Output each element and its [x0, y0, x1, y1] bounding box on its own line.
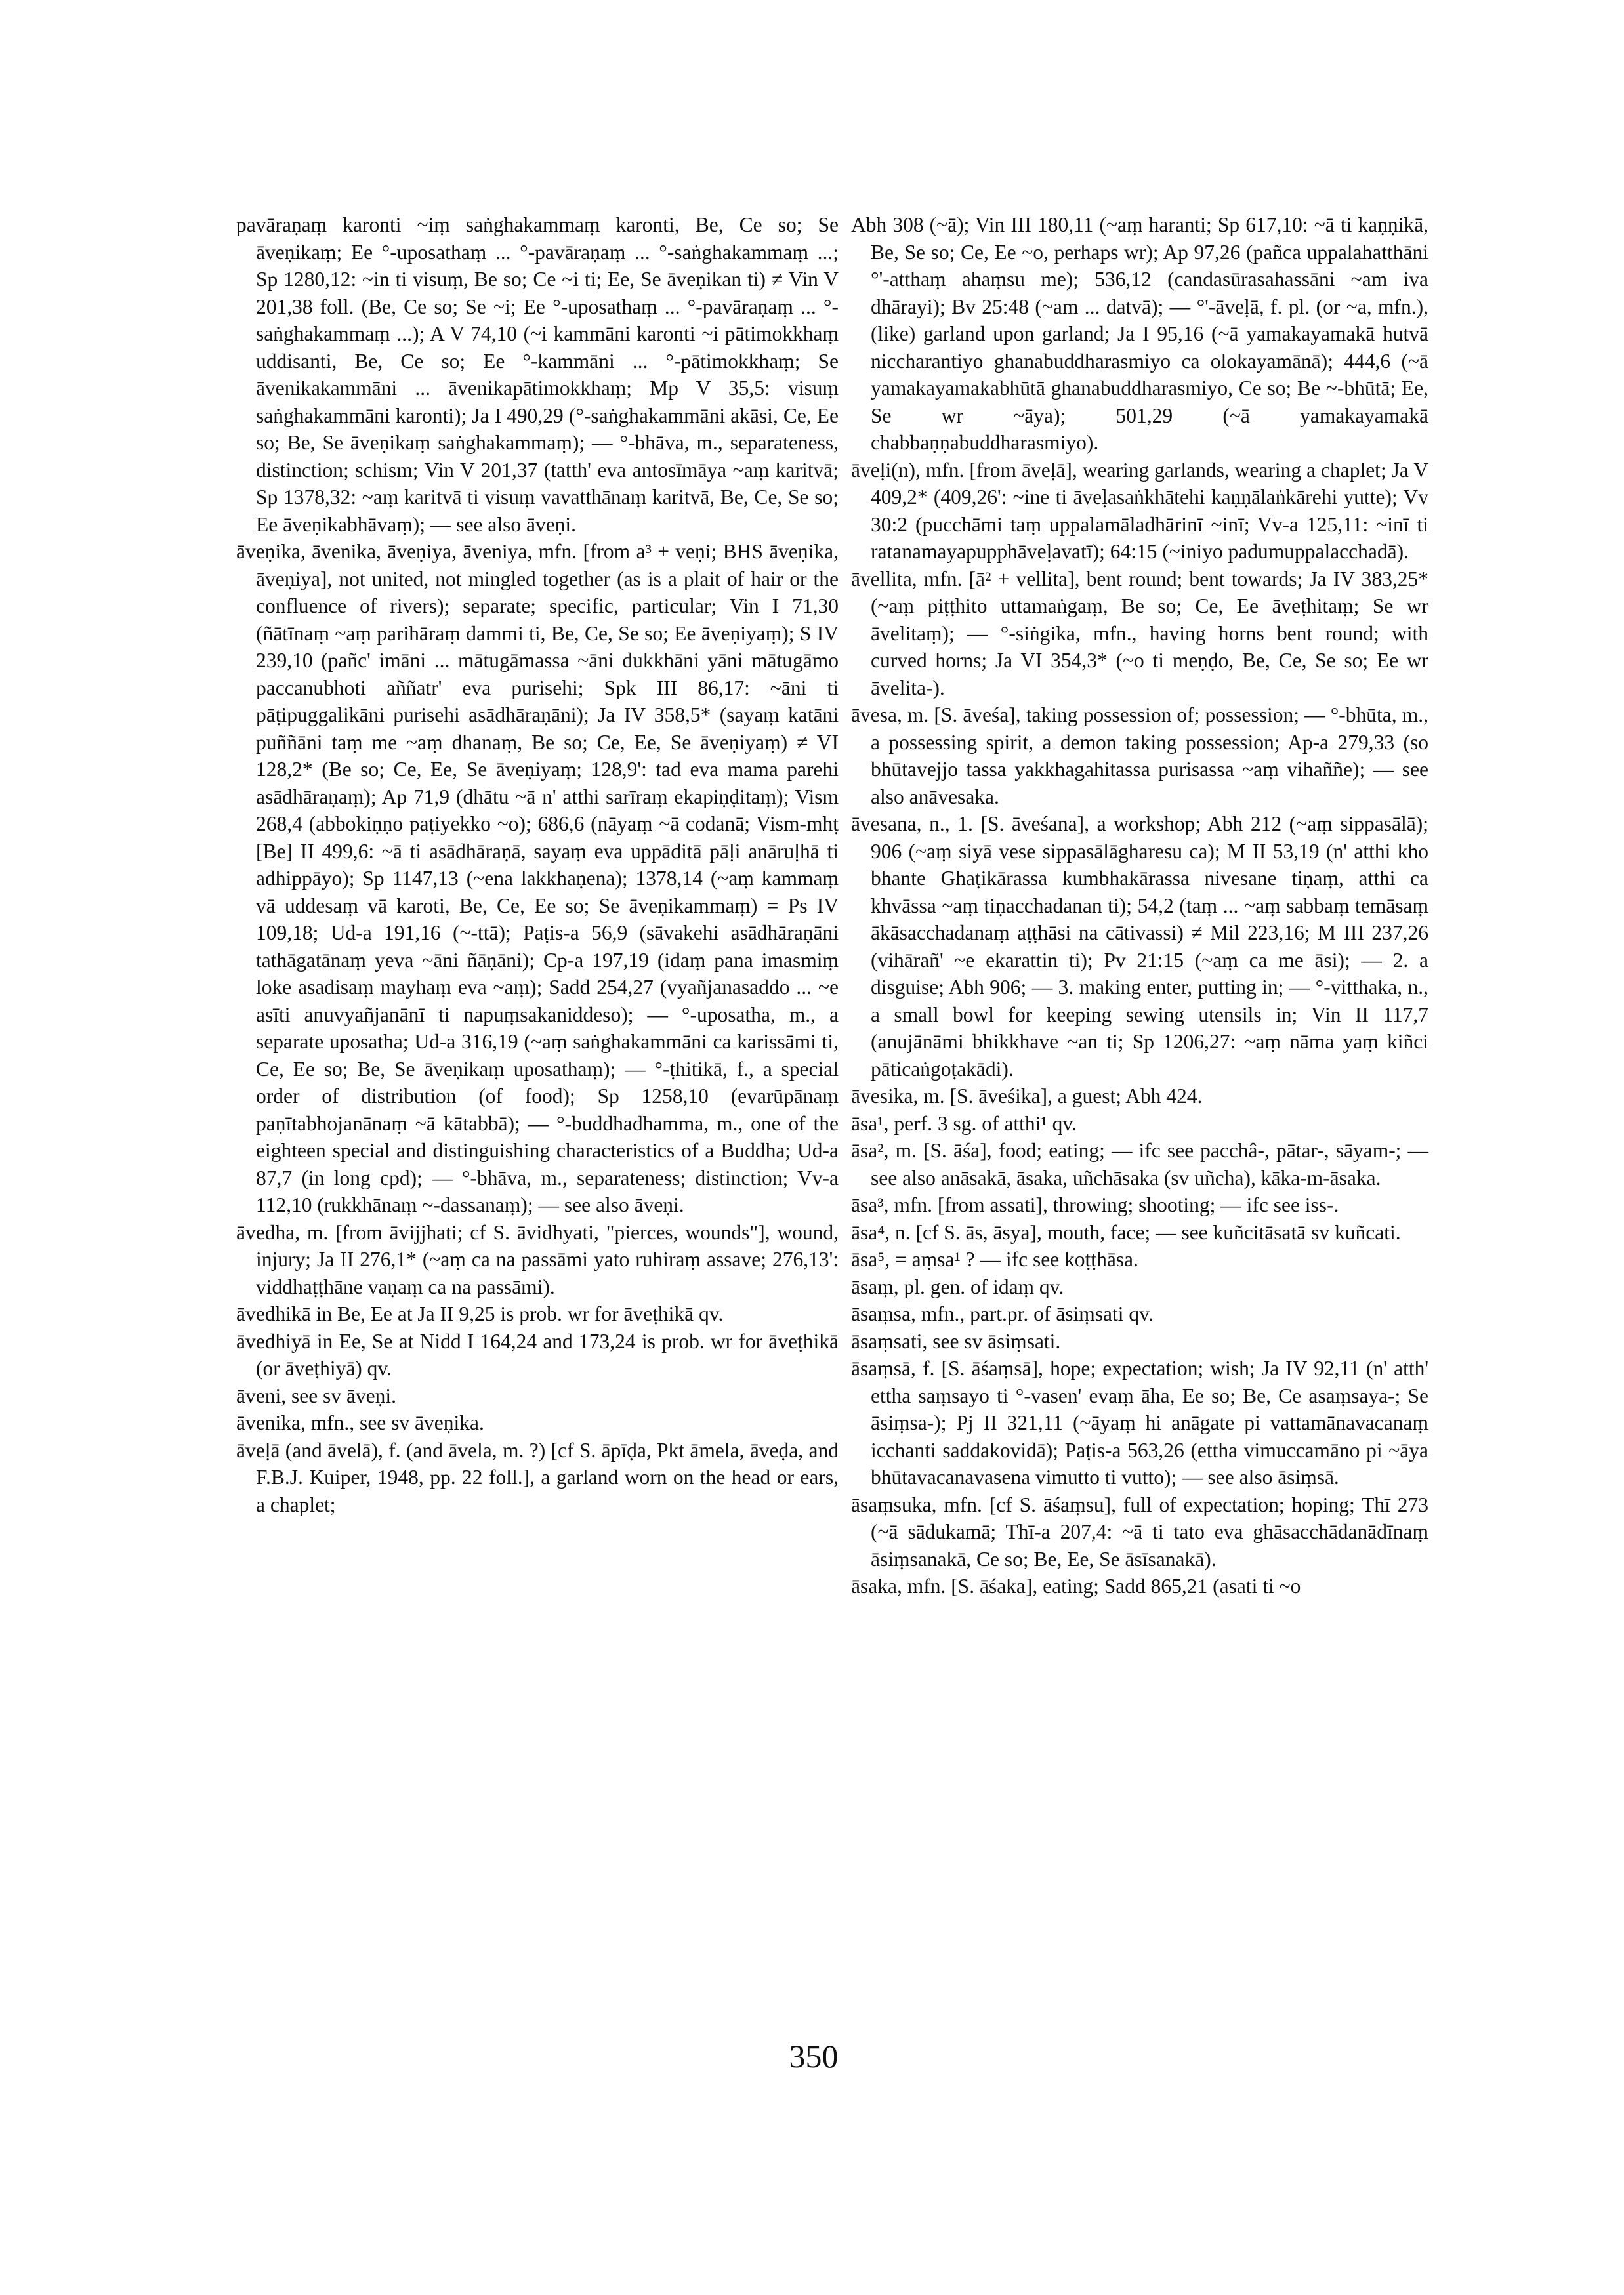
- entry: pavāraṇaṃ karonti ~iṃ saṅghakammaṃ karonti, Be, Ce so; Se āveṇikaṃ; Ee °-uposathaṃ ... °-pavāraṇaṃ ... °-saṅghakammaṃ ...; Sp 1280,12: ~in ti visuṃ, Be so; Ce ~i ti; Ee, Se āveṇikan ti) ≠ Vin V 201,38 foll. (Be, Ce so; Se ~i; Ee °-uposathaṃ ... °-pavāraṇaṃ ... °-saṅghakammaṃ ...); A V 74,10 (~i kammāni karonti ~i pātimokkhaṃ uddisanti, Be, Ce so; Ee °-kammāni ... °-pātimokkhaṃ; Se āvenikakammāni ... āvenikapātimokkhaṃ; Mp V 35,5: visuṃ saṅghakammāni karonti); Ja I 490,29 (°-saṅghakammāni akāsi, Ce, Ee so; Be, Se āveṇikaṃ saṅghakammaṃ); — °-bhāva, m., separateness, distinction; schism; Vin V 201,37 (tatth' eva antosīmāya ~aṃ karitvā; Sp 1378,32: ~aṃ karitvā ti visuṃ vavatthānaṃ karitvā, Be, Ce, Se so; Ee āveṇikabhāvaṃ); — see also āveṇi.: [236, 213, 839, 536]
- entry: āveḷā (and āvelā), f. (and āvela, m. ?) [cf S. āpīḍa, Pkt āmela, āveḍa, and F.B.J. Kuiper, 1948, pp. 22 foll.], a garland worn on the head or ears, a chaplet;: [236, 1438, 839, 1516]
- entry: āvesana, n., 1. [S. āveśana], a workshop; Abh 212 (~aṃ sippasālā); 906 (~aṃ siyā vese sippasālāgharesu ca); M II 53,19 (n' atthi kho bhante Ghaṭikārassa kumbhakārassa nivesane tiṇaṃ, atthi ca khvāssa ~aṃ tiṇacchadanan ti); 54,2 (taṃ ... ~aṃ sabbaṃ temāsaṃ ākāsacchadanaṃ aṭṭhāsi na cātivassi) ≠ Mil 223,16; M III 237,26 (vihārañ' ~e ekarattin ti); Pv 21:15 (~aṃ ca me āsi); — 2. a disguise; Abh 906; — 3. making enter, putting in; — °-vitthaka, n., a small bowl for keeping sewing utensils in; Vin II 117,7 (anujānāmi bhikkhave ~an ti; Sp 1206,27: ~aṃ nāma yaṃ kiñci pāticaṅgoṭakādi).: [851, 812, 1428, 1081]
- entry: āvedha, m. [from āvijjhati; cf S. āvidhyati, "pierces, wounds"], wound, injury; Ja II 276,1* (~aṃ ca na passāmi yato ruhiraṃ assave; 276,13': viddhaṭṭhāne vaṇaṃ ca na passāmi).: [236, 1220, 839, 1298]
- entry: āvenika, mfn., see sv āveṇika.: [236, 1411, 484, 1434]
- entry: āsaka, mfn. [S. āśaka], eating; Sadd 865,21 (asati ti ~o: [851, 1575, 1301, 1598]
- entry: āvesa, m. [S. āveśa], taking possession of; possession; — °-bhūta, m., a possessing spirit, a demon taking possession; Ap-a 279,33 (so bhūtavejjo tassa yakkhagahitassa purisassa ~aṃ vihaññe); — see also anāvesaka.: [851, 703, 1428, 808]
- entry: āveni, see sv āveṇi.: [236, 1384, 397, 1407]
- entry: āsaṃsati, see sv āsiṃsati.: [851, 1329, 1061, 1353]
- entry: Abh 308 (~ā); Vin III 180,11 (~aṃ haranti; Sp 617,10: ~ā ti kaṇṇikā, Be, Se so; Ce, Ee ~o, perhaps wr); Ap 97,26 (pañca uppalahatthāni °'-atthaṃ ahaṃsu me); 536,12 (candasūrasahassāni ~am iva dhārayi); Bv 25:48 (~am ... datvā); — °'-āveḷā, f. pl. (or ~a, mfn.), (like) garland upon garland; Ja I 95,16 (~ā yamakayamakā hutvā niccharantiyo ghanabuddharasmiyo ca olokayamānā); 444,6 (~ā yamakayamakabhūtā ghanabuddharasmiyo, Ce so; Be ~-bhūtā; Ee, Se wr ~āya); 501,29 (~ā yamakayamakā chabbaṇṇabuddharasmiyo).: [851, 213, 1428, 454]
- entry: āvedhiyā in Ee, Se at Nidd I 164,24 and 173,24 is prob. wr for āveṭhikā (or āveṭhiyā) qv.: [236, 1329, 839, 1380]
- entry: āsa³, mfn. [from assati], throwing; shooting; — ifc see iss-.: [851, 1193, 1339, 1216]
- entry: āvedhikā in Be, Ee at Ja II 9,25 is prob. wr for āveṭhikā qv.: [236, 1302, 724, 1325]
- entry: āsaṃ, pl. gen. of idaṃ qv.: [851, 1275, 1064, 1298]
- entry: āveṇika, āvenika, āveṇiya, āveniya, mfn. [from a³ + veṇi; BHS āveṇika, āveṇiya], not united, not mingled together (as is a plait of hair or the confluence of rivers); separate; specific, particular; Vin I 71,30 (ñātīnaṃ ~aṃ parihāraṃ dammi ti, Be, Ce, Se so; Ee āveṇiyaṃ); S IV 239,10 (pañc' imāni ... mātugāmassa ~āni dukkhāni yāni mātugāmo paccanubhoti aññatr' eva purisehi; Spk III 86,17: ~āni ti pāṭipuggalikāni purisehi asādhāraṇāni); Ja IV 358,5* (sayaṃ katāni puññāni taṃ me ~aṃ dhanaṃ, Be so; Ce, Ee, Se āveṇiyaṃ) ≠ VI 128,2* (Be so; Ce, Ee, Se āveṇiyaṃ; 128,9': tad eva mama parehi asādhāraṇaṃ); Ap 71,9 (dhātu ~ā n' atthi sarīraṃ ekapiṇḍitaṃ); Vism 268,4 (abbokiṇṇo paṭiyekko ~o); 686,6 (nāyaṃ ~ā codanā; Vism-mhṭ [Be] II 499,6: ~ā ti asādhāraṇā, sayaṃ eva uppāditā pāḷi anāruḷhā ti adhippāyo); Sp 1147,13 (~ena lakkhaṇena); 1378,14 (~aṃ kammaṃ vā uddesaṃ vā karoti, Be, Ce, Ee so; Se āveṇikammaṃ) = Ps IV 109,18; Ud-a 191,16 (~-ttā); Paṭis-a 56,9 (sāvakehi asādhāraṇāni tathāgatānaṃ yeva ~āni ñāṇāni); Cp-a 197,19 (idaṃ pana imasmiṃ loke asadisaṃ mayhaṃ eva ~aṃ); Sadd 254,27 (vyañjanasaddo ... ~e asīti anuvyañjanānī ti napuṃsakaniddeso); — °-uposatha, m., a separate uposatha; Ud-a 316,19 (~aṃ saṅghakammāni ca karissāmi ti, Ce, Ee so; Be, Se āveṇikaṃ uposathaṃ); — °-ṭhitikā, f., a special order of distribution (of food); Sp 1258,10 (evarūpānaṃ paṇītabhojanānaṃ ~ā kātabbā); — °-buddhadhamma, m., one of the eighteen special and distinguishing characteristics of a Buddha; Ud-a 87,7 (in long cpd); — °-bhāva, m., separateness; distinction; Vv-a 112,10 (rukkhānaṃ ~-dassanaṃ); — see also āveṇi.: [236, 540, 839, 1216]
- left-column: [236, 211, 839, 1518]
- entry: āvellita, mfn. [ā² + vellita], bent round; bent towards; Ja IV 383,25* (~aṃ piṭṭhito uttamaṅgaṃ, Be so; Ce, Ee āveṭhitaṃ; Se wr āvelitaṃ); — °-siṅgika, mfn., having horns bent round; with curved horns; Ja VI 354,3* (~o ti meṇḍo, Be, Ce, Se so; Ee wr āvelita-).: [851, 567, 1428, 699]
- entry: āsa⁴, n. [cf S. ās, āsya], mouth, face; — see kuñcitāsatā sv kuñcati.: [851, 1220, 1401, 1244]
- right-column: [851, 211, 1428, 1600]
- entry: āsaṃsa, mfn., part.pr. of āsiṃsati qv.: [851, 1302, 1154, 1325]
- entry: āsa², m. [S. āśa], food; eating; — ifc see pacchâ-, pātar-, sāyam-; — see also anāsakā, āsaka, uñchāsaka (sv uñcha), kāka-m-āsaka.: [851, 1139, 1428, 1189]
- page-number: 350: [789, 2038, 839, 2075]
- entry: āvesika, m. [S. āveśika], a guest; Abh 424.: [851, 1085, 1203, 1107]
- entry: āsa¹, perf. 3 sg. of atthi¹ qv.: [851, 1111, 1077, 1135]
- entry: āsaṃsā, f. [S. āśaṃsā], hope; expectation; wish; Ja IV 92,11 (n' atth' ettha saṃsayo ti °-vasen' evaṃ āha, Ee so; Be, Ce asaṃsaya-; Se āsiṃsa-); Pj II 321,11 (~āyaṃ hi anāgate pi vattamānavacanaṃ icchanti saddakovidā); Paṭis-a 563,26 (ettha vimuccamāno pi ~āya bhūtavacanavasena vimutto ti vutto); — see also āsiṃsā.: [851, 1357, 1428, 1489]
- entry: āveḷi(n), mfn. [from āveḷā], wearing garlands, wearing a chaplet; Ja V 409,2* (409,26': ~ine ti āveḷasaṅkhātehi kaṇṇālaṅkārehi yutte); Vv 30:2 (pucchāmi taṃ uppalamāladhārinī ~inī; Vv-a 125,11: ~inī ti ratanamayapupphāveḷavatī); 64:15 (~iniyo padumuppalacchadā).: [851, 458, 1428, 563]
- entry: āsaṃsuka, mfn. [cf S. āśaṃsu], full of expectation; hoping; Thī 273 (~ā sādukamā; Thī-a 207,4: ~ā ti tato eva ghāsacchādanādīnaṃ āsiṃsanakā, Ce so; Be, Ee, Se āsīsanakā).: [851, 1493, 1428, 1571]
- entry: āsa⁵, = aṃsa¹ ? — ifc see koṭṭhāsa.: [851, 1248, 1138, 1271]
